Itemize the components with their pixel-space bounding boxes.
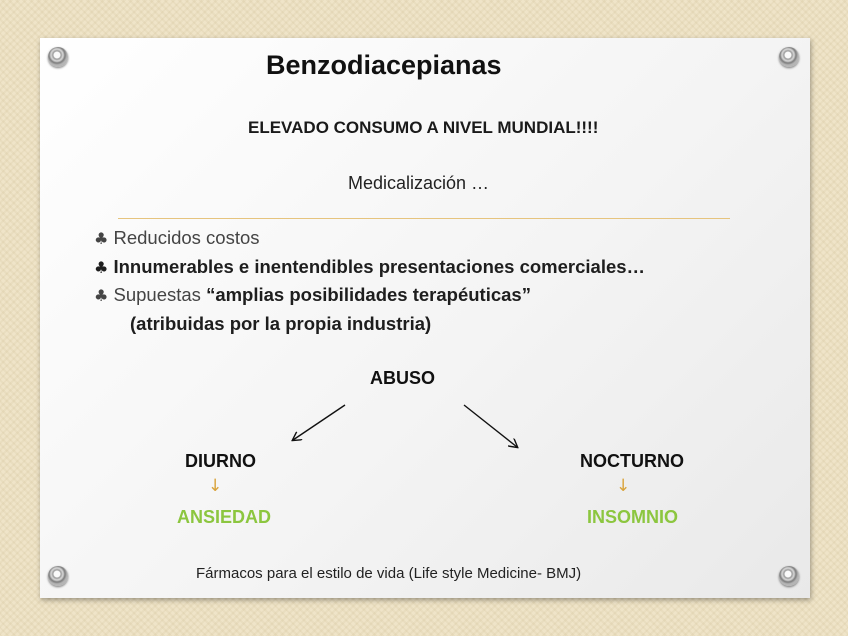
medicalizacion-text: Medicalización … xyxy=(348,173,490,193)
slide-footer: Fármacos para el estilo de vida (Life style Medicine- BMJ) xyxy=(196,565,582,582)
bullet-text-bold: “amplias posibilidades terapéuticas” xyxy=(206,284,531,305)
arrow-left-icon xyxy=(293,405,345,440)
club-bullet-icon: ♣ xyxy=(94,286,109,305)
ansiedad-label: ANSIEDAD xyxy=(177,507,272,527)
arrow-right-icon xyxy=(464,405,517,447)
slide-subtitle: ELEVADO CONSUMO A NIVEL MUNDIAL!!!! xyxy=(248,118,599,137)
club-bullet-icon: ♣ xyxy=(94,258,109,277)
diagram-root-label: ABUSO xyxy=(370,368,436,388)
insomnio-label: INSOMNIO xyxy=(587,507,679,527)
slide xyxy=(40,38,810,598)
diurno-label: DIURNO xyxy=(185,451,256,471)
diagram-arrows xyxy=(40,38,810,598)
bullet-text: Supuestas xyxy=(113,284,207,305)
down-arrow-icon: ↓ xyxy=(616,476,631,496)
slide-title: Benzodiacepianas xyxy=(266,50,502,80)
bullet-text: Innumerables e inentendibles presentaciones comerciales… xyxy=(113,256,646,277)
bullet-text: Reducidos costos xyxy=(113,227,260,248)
nocturno-label: NOCTURNO xyxy=(580,451,684,471)
club-bullet-icon: ♣ xyxy=(94,229,109,248)
down-arrow-icon: ↓ xyxy=(208,476,223,496)
bullet-continuation: (atribuidas por la propia industria) xyxy=(130,313,432,334)
